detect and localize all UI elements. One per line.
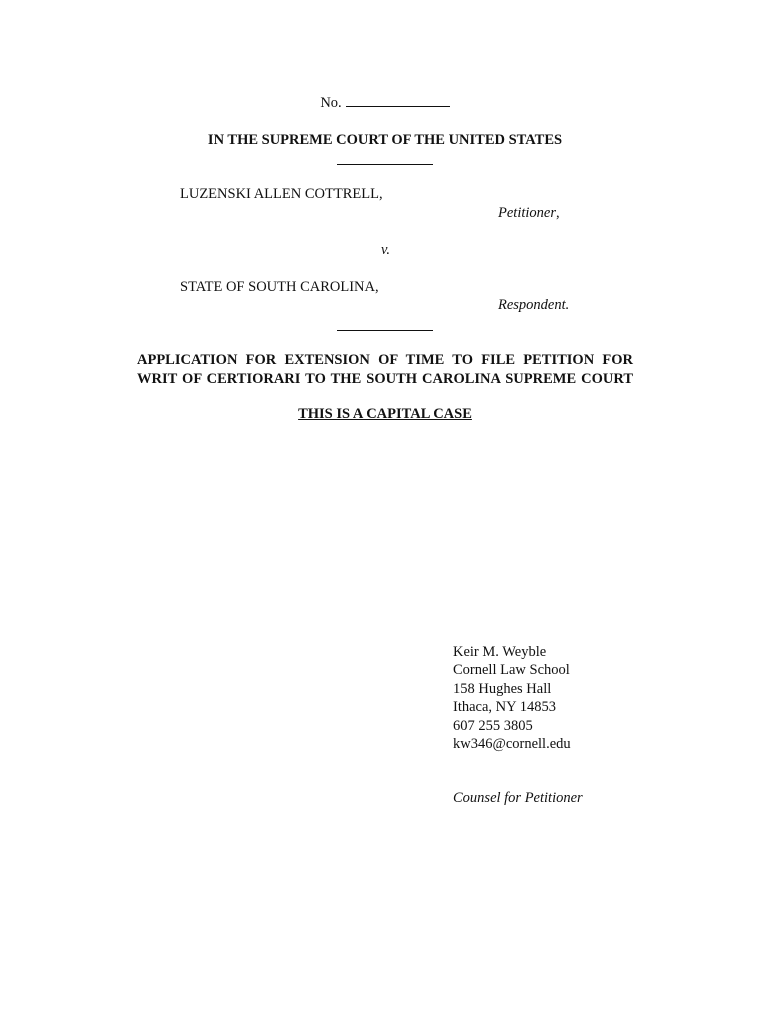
respondent-role: Respondent. <box>498 297 570 313</box>
docket-number <box>0 94 770 112</box>
versus: v. <box>381 242 390 258</box>
petitioner-role-comma: , <box>556 205 560 221</box>
petitioner-role <box>498 205 560 222</box>
petitioner-role-text: Petitioner <box>498 205 556 221</box>
counsel-address-line-1: 158 Hughes Hall <box>453 680 552 697</box>
capital-case-notice <box>0 406 770 423</box>
petitioner-name: LUZENSKI ALLEN COTTRELL, <box>180 186 383 202</box>
separator-rule-bottom <box>337 330 433 331</box>
application-title-line-2: WRIT OF CERTIORARI TO THE SOUTH CAROLINA SUPREME COURT <box>137 371 633 387</box>
counsel-phone: 607 255 3805 <box>453 717 533 734</box>
counsel-institution: Cornell Law School <box>453 662 570 679</box>
counsel-role: Counsel for Petitioner <box>453 790 583 806</box>
capital-case-text: THIS IS A CAPITAL CASE <box>298 406 472 422</box>
application-title-line-1: APPLICATION FOR EXTENSION OF TIME TO FILE PETITION FOR <box>137 352 633 368</box>
docket-label: No. <box>320 95 342 111</box>
counsel-name: Keir M. Weyble <box>453 644 547 660</box>
counsel-block <box>453 643 571 753</box>
counsel-address-line-2: Ithaca, NY 14853 <box>453 699 556 716</box>
respondent-name: STATE OF SOUTH CAROLINA, <box>180 279 379 295</box>
court-heading: IN THE SUPREME COURT OF THE UNITED STATES <box>207 132 563 148</box>
counsel-email: kw346@cornell.edu <box>453 736 571 753</box>
application-title <box>137 351 633 389</box>
separator-rule-top <box>337 164 433 165</box>
docket-number-blank <box>346 94 450 107</box>
